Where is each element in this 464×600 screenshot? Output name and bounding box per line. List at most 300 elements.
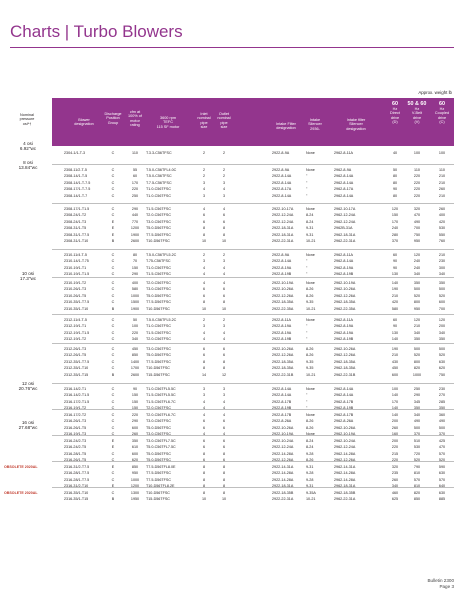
intake-silencer-cell: " bbox=[306, 265, 308, 270]
page-number: Page 3 bbox=[439, 583, 454, 589]
discharge-group-cell: C bbox=[111, 281, 115, 285]
weight-vbelt-cell: 950 bbox=[413, 306, 421, 311]
discharge-group-cell: C bbox=[111, 293, 115, 298]
weight-vbelt-cell: 510 bbox=[413, 439, 421, 443]
weight-vbelt-cell: 720 bbox=[413, 451, 421, 456]
header-line: rating bbox=[130, 123, 140, 128]
weight-vbelt-cell: 220 bbox=[413, 180, 421, 185]
motor-cell: T10-D56TFSC bbox=[146, 491, 170, 495]
inlet-size-cell: 4 bbox=[202, 337, 206, 342]
filter-silencer-cell: 2962-12-26A bbox=[334, 458, 356, 463]
weight-coupled-cell: 350 bbox=[438, 406, 446, 411]
weight-direct-cell: 320 bbox=[391, 465, 399, 469]
row-group-divider bbox=[52, 203, 454, 204]
cfm-cell: 1700 bbox=[130, 366, 140, 371]
weight-vbelt-cell: 250 bbox=[413, 387, 421, 391]
table-row bbox=[0, 299, 464, 305]
weight-vbelt-cell: 240 bbox=[413, 259, 421, 264]
filter-silencer-cell: 2962-8-9A bbox=[334, 168, 352, 172]
pressure-group-line: 13.84"wc bbox=[18, 165, 38, 171]
inlet-size-cell: 3 bbox=[202, 180, 206, 185]
cfm-cell: 110 bbox=[132, 151, 138, 155]
table-row bbox=[0, 359, 464, 365]
cfm-cell: 440 bbox=[131, 213, 139, 218]
weight-vbelt-cell: 520 bbox=[413, 353, 421, 358]
blower-designation-cell: 2316-24/2-T3 bbox=[64, 439, 87, 443]
motor-cell: T.75-C56TFSC bbox=[146, 259, 171, 264]
outlet-size-cell: 4 bbox=[222, 330, 226, 335]
blower-designation-cell: 2316-31/2-T7.5 bbox=[64, 465, 90, 469]
motor-cell: T10-D56TFSC bbox=[146, 306, 170, 311]
motor-cell: T1.0-C56TFSC bbox=[146, 187, 171, 192]
weight-coupled-cell: 340 bbox=[438, 272, 446, 277]
motor-cell: T3.0-C56TFL7.5C bbox=[146, 439, 176, 443]
weight-coupled-cell: 570 bbox=[438, 451, 446, 456]
weight-direct-cell: 430 bbox=[391, 359, 399, 364]
weight-vbelt-cell: 570 bbox=[413, 477, 421, 482]
motor-cell: T1.5-C56TFL5.5C bbox=[146, 393, 176, 398]
discharge-group-cell: C bbox=[111, 151, 115, 155]
header-line: Silencer bbox=[349, 122, 363, 127]
page-footer bbox=[427, 578, 454, 589]
inlet-size-cell: 10 bbox=[201, 497, 207, 502]
blower-designation-cell: 2312-19/1-T1.5 bbox=[64, 330, 90, 335]
outlet-size-cell: 8 bbox=[222, 471, 226, 476]
outlet-size-cell: 2 bbox=[222, 168, 226, 172]
weight-coupled-cell: 630 bbox=[438, 359, 446, 364]
inlet-size-cell: 14 bbox=[201, 372, 207, 377]
header-cfm bbox=[124, 110, 146, 128]
inlet-size-cell: 2 bbox=[202, 253, 206, 257]
discharge-group-cell: C bbox=[111, 458, 115, 463]
blower-designation-cell: 2316-26/1-T3 bbox=[64, 419, 87, 424]
table-row bbox=[0, 293, 464, 299]
header-line: (V) bbox=[414, 120, 420, 125]
weight-direct-cell: 160 bbox=[391, 432, 399, 437]
obsolete-badge: OBSOLETE 2020AL bbox=[4, 490, 38, 495]
cfm-cell: 220 bbox=[131, 330, 139, 335]
discharge-group-cell: E bbox=[111, 232, 115, 237]
motor-cell: T2.0-C56TFSC bbox=[146, 281, 171, 285]
table-row bbox=[0, 306, 464, 312]
intake-silencer-cell: 10-21 bbox=[306, 239, 316, 243]
filter-silencer-cell: 2962-18-35B bbox=[334, 491, 356, 495]
header-line: V-Belt bbox=[411, 111, 423, 116]
intake-silencer-cell: " bbox=[306, 187, 308, 192]
filter-silencer-cell: 2962-8-19A bbox=[334, 265, 354, 270]
discharge-group-cell: C bbox=[111, 451, 115, 456]
table-row bbox=[0, 219, 464, 225]
weight-direct-cell: 210 bbox=[391, 293, 399, 298]
header-line: pipe bbox=[220, 120, 228, 125]
filter-silencer-cell: 2962-8-17A bbox=[334, 187, 354, 192]
weight-coupled-cell: 270 bbox=[438, 393, 446, 398]
intake-filter-cell: 2922-22-31A bbox=[272, 239, 294, 243]
table-row bbox=[0, 258, 464, 264]
intake-silencer-cell: 9-28 bbox=[306, 471, 314, 476]
motor-cell: T.5.0-C56TFL4.0C bbox=[146, 168, 177, 172]
intake-silencer-cell: 8-24 bbox=[306, 219, 314, 224]
table-row bbox=[0, 286, 464, 292]
row-group-divider bbox=[52, 249, 454, 250]
weight-coupled-cell: 300 bbox=[438, 265, 446, 270]
weight-coupled-cell: 570 bbox=[438, 477, 446, 482]
weight-vbelt-cell: 820 bbox=[413, 491, 421, 495]
discharge-group-cell: C bbox=[111, 387, 115, 391]
intake-silencer-cell: " bbox=[306, 193, 308, 198]
weight-vbelt-cell: 810 bbox=[413, 484, 421, 489]
weight-direct-cell: 100 bbox=[391, 387, 399, 391]
motor-cell: T3.0-C56TFSC bbox=[146, 219, 171, 224]
inlet-size-cell: 6 bbox=[202, 347, 206, 351]
intake-silencer-cell: 9-28 bbox=[306, 477, 314, 482]
filter-silencer-cell: 2962-12-26A bbox=[334, 293, 356, 298]
intake-silencer-cell: 8-26 bbox=[306, 425, 314, 430]
inlet-size-cell: 6 bbox=[202, 445, 206, 450]
intake-filter-cell: 2922-8-19B bbox=[272, 272, 292, 277]
weight-direct-cell: 170 bbox=[391, 219, 399, 224]
filter-silencer-cell: 2962-22-35A bbox=[334, 306, 356, 311]
blower-designation-cell: 2310-19/1-T1 bbox=[64, 265, 87, 270]
motor-cell: T2.0-C56TFSC bbox=[146, 406, 171, 411]
cfm-cell: 1200 bbox=[130, 484, 140, 489]
motor-cell: T1.0-C56TFSC bbox=[146, 265, 171, 270]
intake-filter-cell: 2922-10-26A bbox=[272, 347, 294, 351]
header-line: cfm at bbox=[129, 110, 141, 114]
discharge-group-cell: B bbox=[111, 239, 115, 243]
intake-filter-cell: 2922-18-35A bbox=[272, 366, 294, 371]
outlet-size-cell: 3 bbox=[222, 393, 226, 398]
inlet-size-cell: 6 bbox=[202, 287, 206, 292]
header-line: Outlet bbox=[218, 112, 230, 116]
weight-direct-cell: 200 bbox=[391, 419, 399, 424]
weight-direct-cell: 90 bbox=[392, 324, 398, 329]
table-row bbox=[0, 392, 464, 398]
weight-direct-cell: 450 bbox=[391, 366, 399, 371]
cfm-cell: 580 bbox=[131, 287, 139, 292]
outlet-size-cell: 2 bbox=[222, 174, 226, 179]
outlet-size-cell: 4 bbox=[222, 272, 226, 277]
intake-filter-cell: 2922-14-28A bbox=[272, 477, 294, 482]
filter-silencer-cell: 2962-10-26A bbox=[334, 287, 356, 292]
header-line: drive bbox=[437, 115, 447, 120]
table-row bbox=[0, 464, 464, 470]
intake-filter-cell: 2922-18-35B bbox=[272, 491, 294, 495]
outlet-size-cell: 6 bbox=[222, 353, 226, 358]
weight-coupled-cell: 630 bbox=[438, 491, 446, 495]
header-line: motor bbox=[130, 118, 140, 123]
table-row bbox=[0, 186, 464, 192]
cfm-cell: 150 bbox=[131, 393, 139, 398]
header-line: Hz bbox=[392, 107, 398, 111]
filter-silencer-cell: 2962-10-17A bbox=[334, 207, 356, 211]
inlet-size-cell: 10 bbox=[201, 306, 207, 311]
filter-silencer-cell: 2962-18-35A bbox=[334, 300, 356, 305]
cfm-cell: 1300 bbox=[130, 491, 140, 495]
blower-designation-cell: 2308-31/1-T10 bbox=[64, 239, 89, 243]
table-row bbox=[0, 365, 464, 371]
intake-filter-cell: 2922-10-19A bbox=[272, 432, 294, 437]
filter-silencer-cell: 2962-18-31A bbox=[334, 232, 356, 237]
weight-direct-cell: 280 bbox=[391, 232, 399, 237]
intake-filter-cell: 2922-10-19A bbox=[272, 281, 294, 285]
intake-filter-cell: 2922-8-19B bbox=[272, 337, 292, 342]
intake-filter-cell: 2922-10-26A bbox=[272, 287, 294, 292]
intake-filter-cell: 2922-22-31B bbox=[272, 372, 294, 377]
inlet-size-cell: 3 bbox=[202, 387, 206, 391]
outlet-size-cell: 2 bbox=[222, 151, 226, 155]
row-group-divider bbox=[52, 343, 454, 344]
motor-cell: T15-D56TFSC bbox=[146, 497, 170, 502]
table-row bbox=[0, 496, 464, 502]
inlet-size-cell: 8 bbox=[202, 484, 206, 489]
weight-vbelt-cell: 320 bbox=[413, 207, 421, 211]
weight-direct-cell: 60 bbox=[392, 318, 398, 322]
cfm-cell: 400 bbox=[131, 281, 139, 285]
filter-silencer-cell: 2962-12-24A bbox=[334, 445, 356, 450]
outlet-size-cell: 2 bbox=[222, 318, 226, 322]
weight-coupled-cell: 620 bbox=[438, 366, 446, 371]
weight-direct-cell: 260 bbox=[391, 477, 399, 482]
cfm-cell: 340 bbox=[131, 337, 139, 342]
header-line: drive bbox=[390, 115, 400, 120]
header-outlet bbox=[215, 112, 233, 130]
motor-cell: T.5.0-C56TFSC bbox=[146, 174, 172, 179]
discharge-group-cell: E bbox=[111, 439, 115, 443]
intake-silencer-cell: None bbox=[306, 413, 315, 417]
inlet-size-cell: 4 bbox=[202, 281, 206, 285]
weight-direct-cell: 90 bbox=[392, 265, 398, 270]
weight-coupled-cell: 260 bbox=[438, 187, 446, 192]
inlet-size-cell: 6 bbox=[202, 458, 206, 463]
outlet-size-cell: 4 bbox=[222, 413, 226, 417]
filter-silencer-cell: 2962-12-24A bbox=[334, 219, 356, 224]
table-row bbox=[0, 418, 464, 424]
weight-vbelt-cell: 220 bbox=[413, 174, 421, 179]
filter-silencer-cell: 2962-14-28A bbox=[334, 471, 356, 476]
cfm-cell: 220 bbox=[131, 187, 139, 192]
weight-vbelt-cell: 340 bbox=[413, 413, 421, 417]
outlet-size-cell: 6 bbox=[222, 293, 226, 298]
weight-vbelt-cell: 100 bbox=[413, 151, 421, 155]
header-line: 60 bbox=[439, 101, 445, 107]
weight-coupled-cell: 340 bbox=[438, 330, 446, 335]
cfm-cell: 290 bbox=[131, 419, 139, 424]
filter-silencer-cell: 2962-10-19A bbox=[334, 432, 356, 437]
outlet-size-cell: 4 bbox=[222, 207, 226, 211]
intake-filter-cell: 2922-8-14A bbox=[272, 193, 292, 198]
filter-silencer-cell: 2962-8-11A bbox=[334, 253, 353, 257]
weight-direct-cell: 600 bbox=[391, 372, 399, 377]
intake-filter-cell: 2922-8-9A bbox=[272, 151, 290, 155]
discharge-group-cell: C bbox=[111, 287, 115, 292]
blower-designation-cell: 2316-17/2-T1.5 bbox=[64, 399, 90, 404]
outlet-size-cell: 10 bbox=[221, 306, 227, 311]
inlet-size-cell: 8 bbox=[202, 366, 206, 371]
filter-silencer-cell: 2962-8-14A bbox=[334, 180, 354, 185]
intake-silencer-cell: 9-31 bbox=[306, 226, 314, 231]
weight-vbelt-cell: 290 bbox=[413, 393, 421, 398]
inlet-size-cell: 3 bbox=[202, 393, 206, 398]
blower-designation-cell: 2316-24/2-T5 bbox=[64, 445, 87, 450]
header-line: nominal bbox=[197, 116, 211, 121]
discharge-group-cell: C bbox=[111, 174, 115, 179]
discharge-group-cell: C bbox=[111, 259, 115, 264]
blower-designation-cell: 2312-26/1-T3 bbox=[64, 347, 87, 351]
header-line: (D) bbox=[392, 120, 398, 125]
table-row bbox=[0, 451, 464, 457]
cfm-cell: 850 bbox=[131, 465, 139, 469]
inlet-size-cell: 8 bbox=[202, 359, 206, 364]
cfm-cell: 1900 bbox=[130, 232, 140, 237]
header-line: Silencer bbox=[308, 122, 322, 127]
discharge-group-cell: C bbox=[111, 168, 115, 172]
blower-designation-cell: 2308-14/1-T-5 bbox=[64, 174, 88, 179]
inlet-size-cell: 8 bbox=[202, 477, 206, 482]
discharge-group-cell: C bbox=[111, 393, 115, 398]
blower-designation-cell: 2316-28/1-T7.5 bbox=[64, 477, 90, 482]
intake-silencer-cell: None bbox=[306, 318, 315, 322]
motor-cell: T10-D56TFL8.2E bbox=[146, 484, 175, 489]
weight-vbelt-cell: 700 bbox=[413, 226, 421, 231]
intake-filter-cell: 2922-12-26A bbox=[272, 353, 294, 358]
intake-silencer-cell: 8-26 bbox=[306, 287, 314, 292]
motor-cell: T3.0-C56TFSC bbox=[146, 432, 171, 437]
table-row bbox=[0, 412, 464, 418]
weight-direct-cell: 140 bbox=[391, 281, 399, 285]
blower-designation-cell: 2310-35/1-T7.5 bbox=[64, 300, 90, 305]
intake-filter-cell: 2922-8-14A bbox=[272, 393, 292, 398]
weight-coupled-cell: 500 bbox=[438, 287, 446, 292]
motor-cell: T5.0-D56TFSC bbox=[146, 226, 171, 231]
motor-cell: T.5.0-C56TFL5.2C bbox=[146, 318, 177, 322]
weight-coupled-cell: 360 bbox=[438, 413, 446, 417]
intake-silencer-cell: 9-35A bbox=[306, 491, 316, 495]
discharge-group-cell: C bbox=[111, 213, 115, 218]
intake-filter-cell: 2922-8-11A bbox=[272, 318, 291, 322]
header-line: Intake bbox=[309, 118, 321, 122]
weight-direct-cell: 215 bbox=[391, 451, 399, 456]
table-row bbox=[0, 431, 464, 437]
outlet-size-cell: 4 bbox=[222, 406, 226, 411]
motor-cell: T2.0-C56TFSC bbox=[146, 337, 171, 342]
weight-vbelt-cell: 810 bbox=[413, 471, 421, 476]
outlet-size-cell: 3 bbox=[222, 387, 226, 391]
blower-designation-cell: 2316-31/2-T10 bbox=[64, 484, 89, 489]
weight-vbelt-cell: 345 bbox=[413, 399, 421, 404]
header-col-60hz-coupled bbox=[430, 101, 454, 125]
discharge-group-cell: C bbox=[111, 337, 115, 342]
discharge-group-cell: C bbox=[111, 359, 115, 364]
inlet-size-cell: 8 bbox=[202, 300, 206, 305]
outlet-size-cell: 3 bbox=[222, 180, 226, 185]
outlet-size-cell: 4 bbox=[222, 432, 226, 437]
outlet-size-cell: 8 bbox=[222, 300, 226, 305]
filter-silencer-cell: 2962-10-26A bbox=[334, 425, 356, 430]
weight-coupled-cell: 420 bbox=[438, 219, 446, 224]
cfm-cell: 50 bbox=[132, 318, 138, 322]
discharge-group-cell: C bbox=[111, 265, 115, 270]
table-row bbox=[0, 346, 464, 352]
intake-filter-cell: 2922-18-35A bbox=[272, 359, 294, 364]
weight-coupled-cell: 520 bbox=[438, 458, 446, 463]
blower-designation-cell: 2316-19/1-T3 bbox=[64, 432, 87, 437]
filter-silencer-cell: 2962-8-19A bbox=[334, 324, 354, 329]
weight-coupled-cell: 760 bbox=[438, 239, 446, 243]
discharge-group-cell: E bbox=[111, 465, 115, 469]
outlet-size-cell: 4 bbox=[222, 187, 226, 192]
weight-vbelt-cell: 520 bbox=[413, 458, 421, 463]
weight-direct-cell: 460 bbox=[391, 491, 399, 495]
blower-designation-cell: 2312-26/1-T5 bbox=[64, 353, 87, 358]
intake-filter-cell: 2922-14-31A bbox=[272, 465, 294, 469]
motor-cell: T15-D56TFSC bbox=[146, 372, 170, 377]
discharge-group-cell: C bbox=[111, 347, 115, 351]
pressure-group-line: 6.92"wc bbox=[19, 146, 37, 152]
motor-cell: T2.0-C56TFL6.7C bbox=[146, 413, 176, 417]
cfm-cell: 250 bbox=[131, 193, 139, 198]
motor-cell: T7.5-D56TFSC bbox=[146, 477, 171, 482]
filter-silencer-cell: 2962-8-19A bbox=[334, 330, 354, 335]
filter-silencer-cell: 2962-8-26A bbox=[334, 419, 354, 424]
discharge-group-cell: C bbox=[111, 207, 115, 211]
intake-filter-cell: 2922-12-24A bbox=[272, 219, 294, 224]
weight-direct-cell: 140 bbox=[391, 413, 399, 417]
cfm-cell: 260 bbox=[131, 432, 139, 437]
intake-filter-cell: 2922-12-26A bbox=[272, 458, 294, 463]
outlet-size-cell: 8 bbox=[222, 226, 226, 231]
filter-silencer-cell: 2962-8-11A bbox=[334, 151, 353, 155]
filter-silencer-cell: 2962-14-28A bbox=[334, 451, 356, 456]
intake-silencer-cell: None bbox=[306, 168, 315, 172]
inlet-size-cell: 4 bbox=[202, 406, 206, 411]
inlet-size-cell: 6 bbox=[202, 213, 206, 218]
row-group-divider bbox=[52, 383, 454, 384]
weight-direct-cell: 625 bbox=[391, 497, 399, 502]
intake-filter-cell: 2922-8-26A bbox=[272, 419, 292, 424]
weight-vbelt-cell: 340 bbox=[413, 330, 421, 335]
table-row bbox=[0, 483, 464, 489]
outlet-size-cell: 6 bbox=[222, 347, 226, 351]
intake-silencer-cell: " bbox=[306, 272, 308, 277]
weight-direct-cell: 40 bbox=[392, 151, 398, 155]
outlet-size-cell: 8 bbox=[222, 491, 226, 495]
weight-coupled-cell: 350 bbox=[438, 337, 446, 342]
table-row bbox=[0, 252, 464, 258]
header-line: Coupled bbox=[434, 111, 450, 116]
blower-designation-cell: 2316-35/1-T10 bbox=[64, 491, 89, 495]
motor-cell: T7.5-D56TFSC bbox=[146, 232, 171, 237]
weight-coupled-cell: 210 bbox=[438, 174, 446, 179]
intake-silencer-cell: " bbox=[306, 399, 308, 404]
table-row bbox=[0, 444, 464, 450]
intake-filter-cell: 2922-14-28A bbox=[272, 451, 294, 456]
intake-silencer-cell: None bbox=[306, 281, 315, 285]
intake-silencer-cell: 10-21 bbox=[306, 497, 316, 502]
inlet-size-cell: 4 bbox=[202, 432, 206, 437]
cfm-cell: 70 bbox=[132, 259, 138, 264]
discharge-group-cell: C bbox=[111, 432, 115, 437]
outlet-size-cell: 6 bbox=[222, 445, 226, 450]
cfm-cell: 1400 bbox=[130, 359, 140, 364]
cfm-cell: 170 bbox=[131, 180, 139, 185]
weight-coupled-cell: 260 bbox=[438, 207, 446, 211]
header-line: 100% of bbox=[128, 114, 142, 119]
discharge-group-cell: C bbox=[111, 187, 115, 192]
filter-silencer-cell: 2962-8-19B bbox=[334, 337, 354, 342]
intake-silencer-cell: 8-26 bbox=[306, 458, 314, 463]
blower-designation-cell: 2308-11/2-T-5 bbox=[64, 168, 87, 172]
